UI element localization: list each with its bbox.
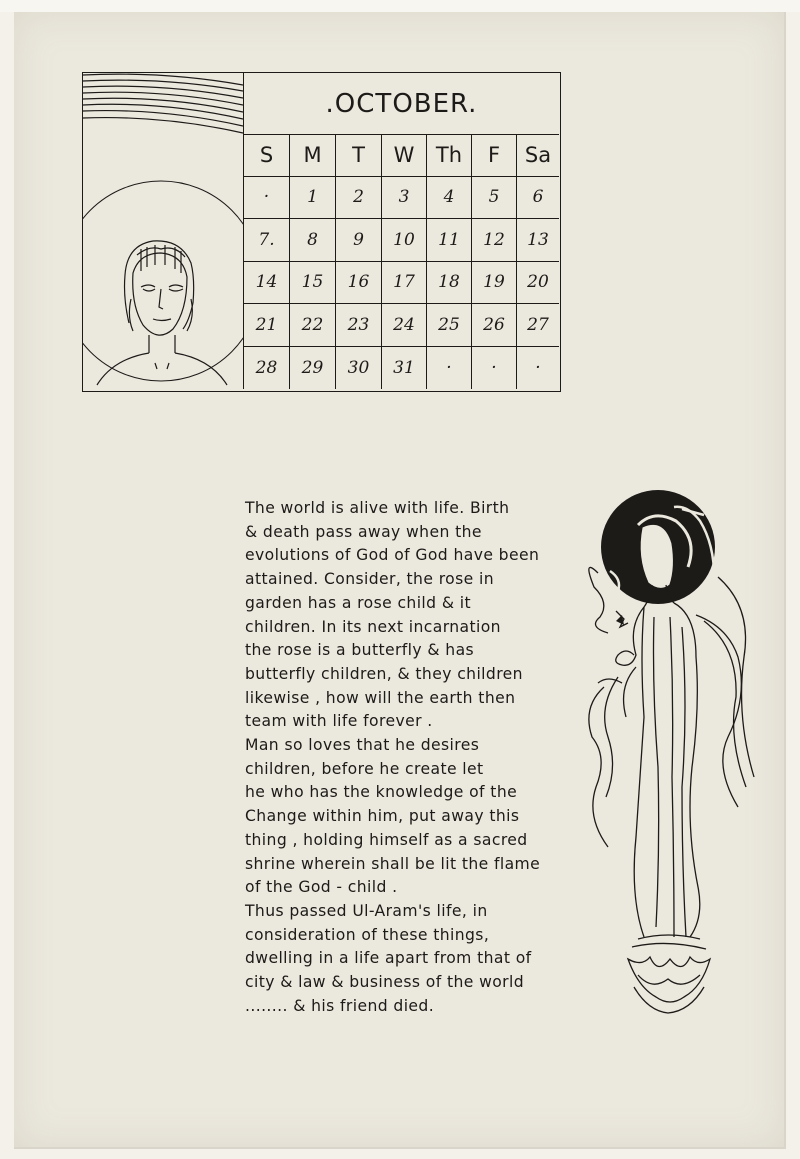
day-cell: 20	[517, 262, 559, 305]
verse-line: ........ & his friend died.	[245, 996, 435, 1015]
verse-line: garden has a rose child & it	[245, 593, 471, 612]
day-cell: 3	[382, 177, 427, 220]
verse-line: children. In its next incarnation	[245, 617, 501, 636]
day-cell: 22	[290, 304, 336, 347]
day-cell: 26	[472, 304, 517, 347]
day-cell: 25	[427, 304, 472, 347]
day-cell: 31	[382, 347, 427, 390]
portrait-drawing	[83, 73, 243, 389]
day-cell: 28	[244, 347, 290, 390]
verse-line: shrine wherein shall be lit the flame	[245, 854, 541, 873]
month-title: .OCTOBER.	[244, 73, 559, 135]
day-cell: 19	[472, 262, 517, 305]
calendar-grid	[244, 73, 559, 389]
page-top-edge	[0, 0, 800, 12]
day-cell: 17	[382, 262, 427, 305]
day-cell: ·	[244, 177, 290, 220]
day-cell: ·	[427, 347, 472, 390]
verse-line: attained. Consider, the rose in	[245, 570, 494, 589]
verse-line: the rose is a butterfly & has	[245, 641, 475, 660]
verse-line: Thus passed Ul-Aram's life, in	[245, 901, 488, 920]
day-cell: 30	[336, 347, 382, 390]
day-cell: 4	[427, 177, 472, 220]
day-cell: ·	[535, 357, 541, 378]
day-cell: 16	[336, 262, 382, 305]
verse-text	[245, 497, 575, 1018]
day-cell: 13	[517, 219, 559, 262]
verse-line: likewise , how will the earth then	[245, 688, 516, 707]
verse-line: Man so loves that he desires	[245, 736, 480, 755]
day-cell: 18	[427, 262, 472, 305]
day-cell: 11	[427, 219, 472, 262]
verse-line: he who has the knowledge of the	[245, 783, 518, 802]
verse-line: team with life forever .	[245, 712, 433, 731]
day-cell: 1	[290, 177, 336, 220]
calendar-block	[82, 72, 561, 392]
weekday-header: Sa	[517, 134, 559, 177]
robed-figure-drawing	[578, 487, 758, 1022]
verse-line: thing , holding himself as a sacred	[245, 830, 528, 849]
verse-line: dwelling in a life apart from that of	[245, 949, 532, 968]
verse-line: The world is alive with life. Birth	[245, 499, 510, 517]
verse-line: consideration of these things,	[245, 925, 490, 944]
weekday-header: S	[244, 134, 290, 177]
day-cell: 9	[336, 219, 382, 262]
verse-line: evolutions of God of God have been	[245, 546, 540, 565]
verse-line: butterfly children, & they children	[245, 664, 523, 683]
day-cell: 24	[382, 304, 427, 347]
weekday-header: W	[382, 134, 427, 177]
day-cell: ·	[472, 347, 517, 390]
day-cell: 15	[290, 262, 336, 305]
day-cell: 2	[336, 177, 382, 220]
day-cell: 6	[517, 177, 559, 220]
weekday-header: Th	[427, 134, 472, 177]
day-cell: 29	[290, 347, 336, 390]
robed-figure-illustration	[578, 487, 758, 1022]
day-cell: 8	[290, 219, 336, 262]
verse-line: children, before he create let	[245, 759, 484, 778]
day-cell: 5	[472, 177, 517, 220]
weekday-header: T	[336, 134, 382, 177]
day-cell: 14	[244, 262, 290, 305]
verse-line: city & law & business of the world	[245, 973, 525, 992]
day-cell: 10	[382, 219, 427, 262]
verse-line: of the God - child .	[245, 878, 398, 897]
day-cell: 21	[244, 304, 290, 347]
day-cell: 27	[517, 304, 559, 347]
day-cell: 23	[336, 304, 382, 347]
verse-line: Change within him, put away this	[245, 807, 520, 826]
weekday-header: F	[472, 134, 517, 177]
day-grid	[244, 134, 559, 389]
weekday-header: M	[290, 134, 336, 177]
verse-line: & death pass away when the	[245, 522, 482, 541]
day-cell: 7.	[244, 219, 290, 262]
day-cell: 12	[472, 219, 517, 262]
portrait-illustration	[83, 73, 244, 389]
